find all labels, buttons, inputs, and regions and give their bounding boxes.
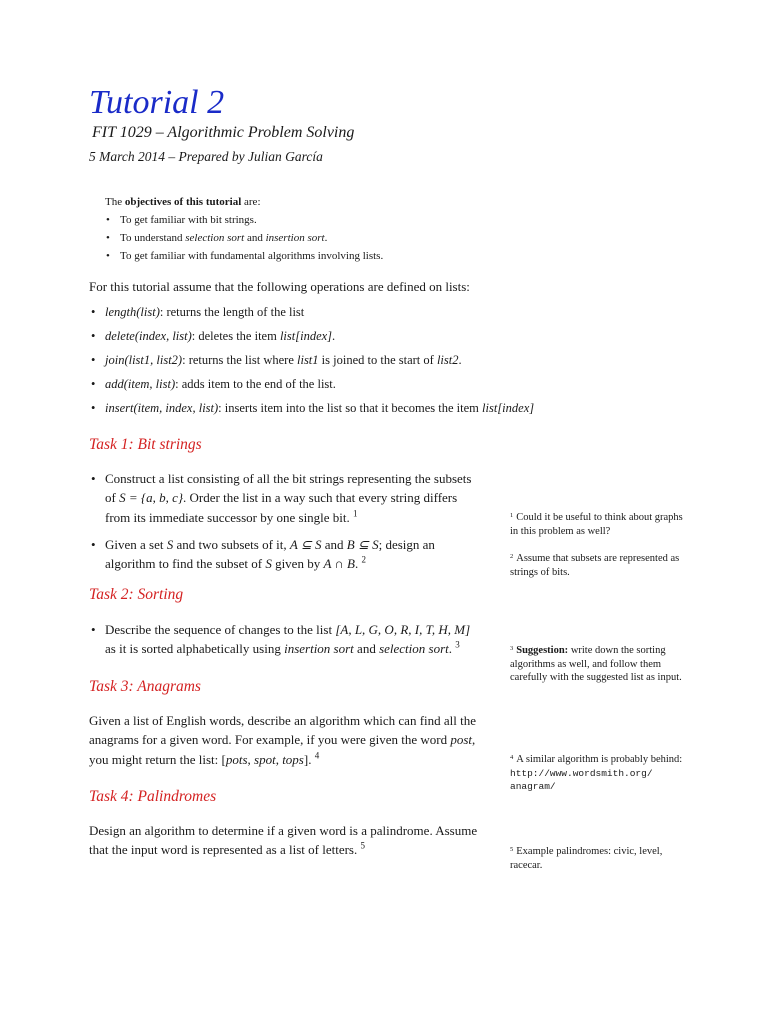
task2-heading: Task 2: Sorting bbox=[89, 586, 184, 603]
task1-bullet-1: • Construct a list consisting of all the bit strings representing the subsets of S = {a, b, c}. Order the list in a way such that every string differs from its immediate successor by one single bit. $^1$ bbox=[89, 469, 484, 527]
margin-note-3: $^3$ Suggestion: write down the sorting algorithms as well, and follow them carefully with the suggested list as input. bbox=[510, 645, 682, 683]
operation-item: • delete(index, list): deletes the item list[index]. bbox=[89, 327, 689, 351]
note-link[interactable]: http://www.wordsmith.org/ bbox=[510, 767, 653, 779]
objectives-intro: The objectives of this tutorial are: bbox=[105, 196, 261, 208]
document-byline: 5 March 2014 – Prepared by Julian García bbox=[89, 149, 323, 164]
task4-body bbox=[89, 821, 484, 860]
task1-bullet-2: • Given a set S and two subsets of it, A ⊆ S and B ⊆ S; design an algorithm to find the subset of S given by A ∩ B. $^2$ bbox=[89, 535, 484, 574]
document-title: Tutorial 2 bbox=[89, 84, 225, 121]
margin-note-1: $^1$ Could it be useful to think about graphs in this problem as well? bbox=[510, 512, 683, 537]
task4-paragraph: Design an algorithm to determine if a given word is a palindrome. Assume that the input word is represented as a list of letters. $^5$ bbox=[89, 823, 478, 858]
task4-heading: Task 4: Palindromes bbox=[89, 788, 217, 805]
operations-intro: For this tutorial assume that the following operations are defined on lists: bbox=[89, 279, 470, 294]
operation-item: • join(list1, list2): returns the list where list1 is joined to the start of list2. bbox=[89, 351, 689, 375]
objectives-list bbox=[105, 211, 565, 265]
task1-heading: Task 1: Bit strings bbox=[89, 436, 202, 453]
operation-item: • length(list): returns the length of the list bbox=[89, 303, 689, 327]
task3-heading: Task 3: Anagrams bbox=[89, 678, 201, 695]
objective-item: • To get familiar with bit strings. bbox=[105, 211, 565, 229]
task1-body bbox=[89, 469, 484, 573]
operation-item: • add(item, list): adds item to the end of the list. bbox=[89, 375, 689, 399]
objectives-box bbox=[105, 193, 565, 265]
task3-body bbox=[89, 711, 484, 769]
margin-note-2: $^2$ Assume that subsets are represented as strings of bits. bbox=[510, 553, 680, 578]
margin-note-5: $^5$ Example palindromes: civic, level, racecar. bbox=[510, 846, 663, 871]
margin-note-4: $^4$ A similar algorithm is probably behind: http://www.wordsmith.org/ anagram/ bbox=[510, 754, 683, 792]
operation-item: • insert(item, index, list): inserts item into the list so that it becomes the item list[index] bbox=[89, 399, 689, 423]
task2-bullet: • Describe the sequence of changes to the list [A, L, G, O, R, I, T, H, M] as it is sorted alphabetically using insertion sort and selection sort. $^3$ bbox=[89, 620, 484, 659]
objective-item: • To get familiar with fundamental algorithms involving lists. bbox=[105, 247, 565, 265]
task3-paragraph: Given a list of English words, describe an algorithm which can find all the anagrams for a given word. For example, if you were given the word post, you might return the list: [pots, spot, tops]. $^4$ bbox=[89, 713, 477, 767]
operations-list bbox=[89, 303, 689, 423]
document-subtitle: FIT 1029 – Algorithmic Problem Solving bbox=[92, 124, 355, 141]
task2-body bbox=[89, 620, 484, 659]
objective-item: • To understand selection sort and insertion sort. bbox=[105, 229, 565, 247]
note-link-continued[interactable]: anagram/ bbox=[510, 781, 556, 792]
